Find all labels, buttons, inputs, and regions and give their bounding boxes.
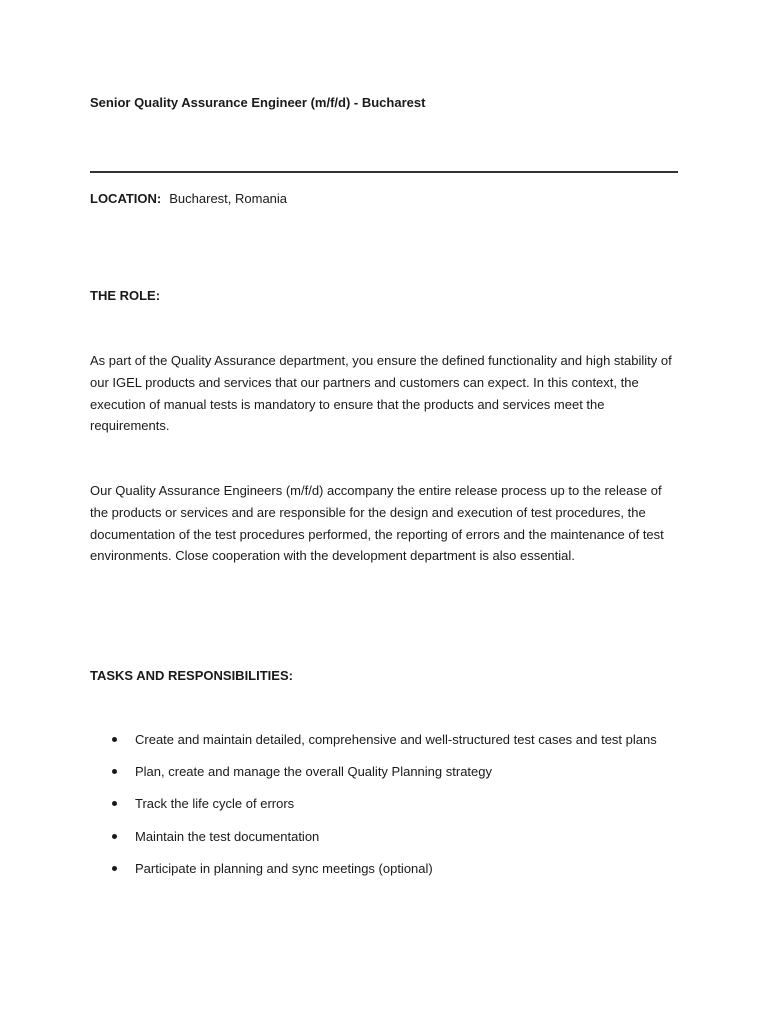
list-item [90,858,680,880]
list-item [90,793,680,815]
list-item [90,826,680,848]
tasks-heading: TASKS AND RESPONSIBILITIES: [90,668,293,683]
list-item [90,761,680,783]
role-heading: THE ROLE: [90,288,161,303]
bullet-icon [112,737,117,742]
tasks-list [90,729,680,890]
job-title: Senior Quality Assurance Engineer (m/f/d) - Bucharest [90,95,426,110]
location-label: LOCATION: [90,191,162,206]
role-paragraph: As part of the Quality Assurance department, you ensure the defined functionality and high stability of our IGEL products and services that our partners and customers can expect. In this context, the execution of manual tests is mandatory to ensure that the products and services meet the requirements. [90,353,672,434]
location-line [90,189,287,209]
location-value: Bucharest, Romania [169,191,288,206]
title-divider [90,171,678,173]
bullet-icon [112,866,117,871]
list-item-text: Participate in planning and sync meetings (optional) [135,860,433,876]
list-item [90,729,680,751]
bullet-icon [112,834,117,839]
list-item-text: Create and maintain detailed, comprehensive and well-structured test cases and test plans [135,732,657,747]
list-item-text: Track the life cycle of errors [135,796,295,812]
list-item-text: Plan, create and manage the overall Quality Planning strategy [135,764,492,780]
bullet-icon [112,801,117,806]
list-item-text: Maintain the test documentation [135,828,320,844]
bullet-icon [112,769,117,774]
role-paragraph: Our Quality Assurance Engineers (m/f/d) accompany the entire release process up to the release of the products or services and are responsible for the design and execution of test procedures, the documentation of the test procedures performed, the reporting of errors and the maintenance of test environments. Close cooperation with the development department is also essential. [90,483,664,564]
